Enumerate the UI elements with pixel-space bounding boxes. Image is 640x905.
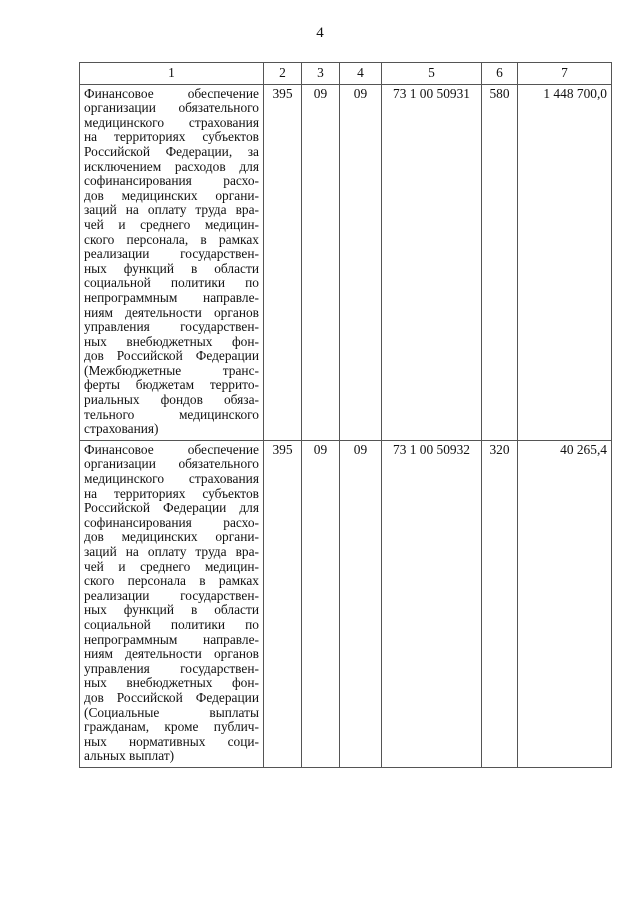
header-col-4: 4	[340, 63, 382, 85]
description-line: непрограммным направле-	[84, 289, 259, 305]
row-admin-code: 395	[264, 440, 302, 767]
table-row	[80, 440, 612, 767]
description-line: медицинского страхования	[84, 471, 259, 487]
description-line: ского персонала, в рамках	[84, 231, 259, 247]
description-line: непрограммным направле-	[84, 631, 259, 647]
row-description	[80, 440, 264, 767]
header-col-5: 5	[382, 63, 482, 85]
description-line: на территориях субъектов	[84, 129, 259, 145]
row-amount: 1 448 700,0	[518, 84, 612, 440]
row-expense-type: 320	[482, 440, 518, 767]
page-number: 4	[316, 25, 324, 41]
description-line: исключением расходов для	[84, 158, 259, 174]
description-line: Российской Федерации, за	[84, 143, 259, 159]
description-line: риальных фондов обяза-	[84, 392, 259, 408]
description-line: ниям деятельности органов	[84, 304, 259, 320]
description-line: (Социальные выплаты	[84, 704, 259, 720]
description-line: дов Российской Федерации	[84, 348, 259, 364]
description-line: ных внебюджетных фон-	[84, 675, 259, 691]
description-line: ферты бюджетам террито-	[84, 377, 259, 393]
description-line: управления государствен-	[84, 319, 259, 335]
description-line: медицинского страхования	[84, 114, 259, 130]
header-col-1: 1	[80, 63, 264, 85]
header-col-6: 6	[482, 63, 518, 85]
description-line: дов Российской Федерации	[84, 689, 259, 705]
row-section-code: 09	[302, 440, 340, 767]
description-line: тельного медицинского	[84, 406, 259, 422]
description-line: чей и среднего медицин-	[84, 216, 259, 232]
description-line: на территориях субъектов	[84, 485, 259, 501]
header-col-3: 3	[302, 63, 340, 85]
row-subsection-code: 09	[340, 84, 382, 440]
row-admin-code: 395	[264, 84, 302, 440]
description-line: реализации государствен-	[84, 246, 259, 262]
description-line: ниям деятельности органов	[84, 646, 259, 662]
description-line: заций на оплату труда вра-	[84, 202, 259, 218]
description-line: ского персонала в рамках	[84, 573, 259, 589]
description-line: заций на оплату труда вра-	[84, 544, 259, 559]
row-subsection-code: 09	[340, 440, 382, 767]
description-line: гражданам, кроме публич-	[84, 719, 259, 735]
description-line: альных выплат)	[84, 748, 175, 764]
description-line: реализации государствен-	[84, 587, 259, 603]
header-row	[80, 63, 612, 85]
description-line: ных нормативных соци-	[84, 733, 259, 749]
description-line: ных внебюджетных фон-	[84, 333, 259, 349]
table-row	[80, 84, 612, 440]
description-line: дов медицинских органи-	[84, 529, 259, 545]
description-line: ных функций в области	[84, 602, 259, 618]
description-line: (Межбюджетные транс-	[84, 362, 259, 378]
description-line: социальной политики по	[84, 275, 259, 291]
description-line: дов медицинских органи-	[84, 187, 259, 203]
row-amount: 40 265,4	[518, 440, 612, 767]
description-line: Финансовое обеспечение	[84, 85, 259, 101]
description-line: Российской Федерации для	[84, 500, 259, 516]
description-line: софинансирования расхо-	[84, 514, 259, 530]
row-description	[80, 84, 264, 440]
row-target-article: 73 1 00 50931	[382, 84, 482, 440]
row-section-code: 09	[302, 84, 340, 440]
description-line: Финансовое обеспечение	[84, 441, 259, 457]
header-col-2: 2	[264, 63, 302, 85]
description-line: чей и среднего медицин-	[84, 558, 259, 574]
description-line: социальной политики по	[84, 616, 259, 632]
description-line: организации обязательного	[84, 456, 259, 472]
header-col-7: 7	[518, 63, 612, 85]
budget-table	[79, 62, 612, 768]
description-line: страхования)	[84, 421, 159, 437]
description-line: организации обязательного	[84, 100, 259, 116]
description-line: софинансирования расхо-	[84, 173, 259, 189]
row-expense-type: 580	[482, 84, 518, 440]
description-line: ных функций в области	[84, 260, 259, 276]
description-line: управления государствен-	[84, 660, 259, 676]
row-target-article: 73 1 00 50932	[382, 440, 482, 767]
